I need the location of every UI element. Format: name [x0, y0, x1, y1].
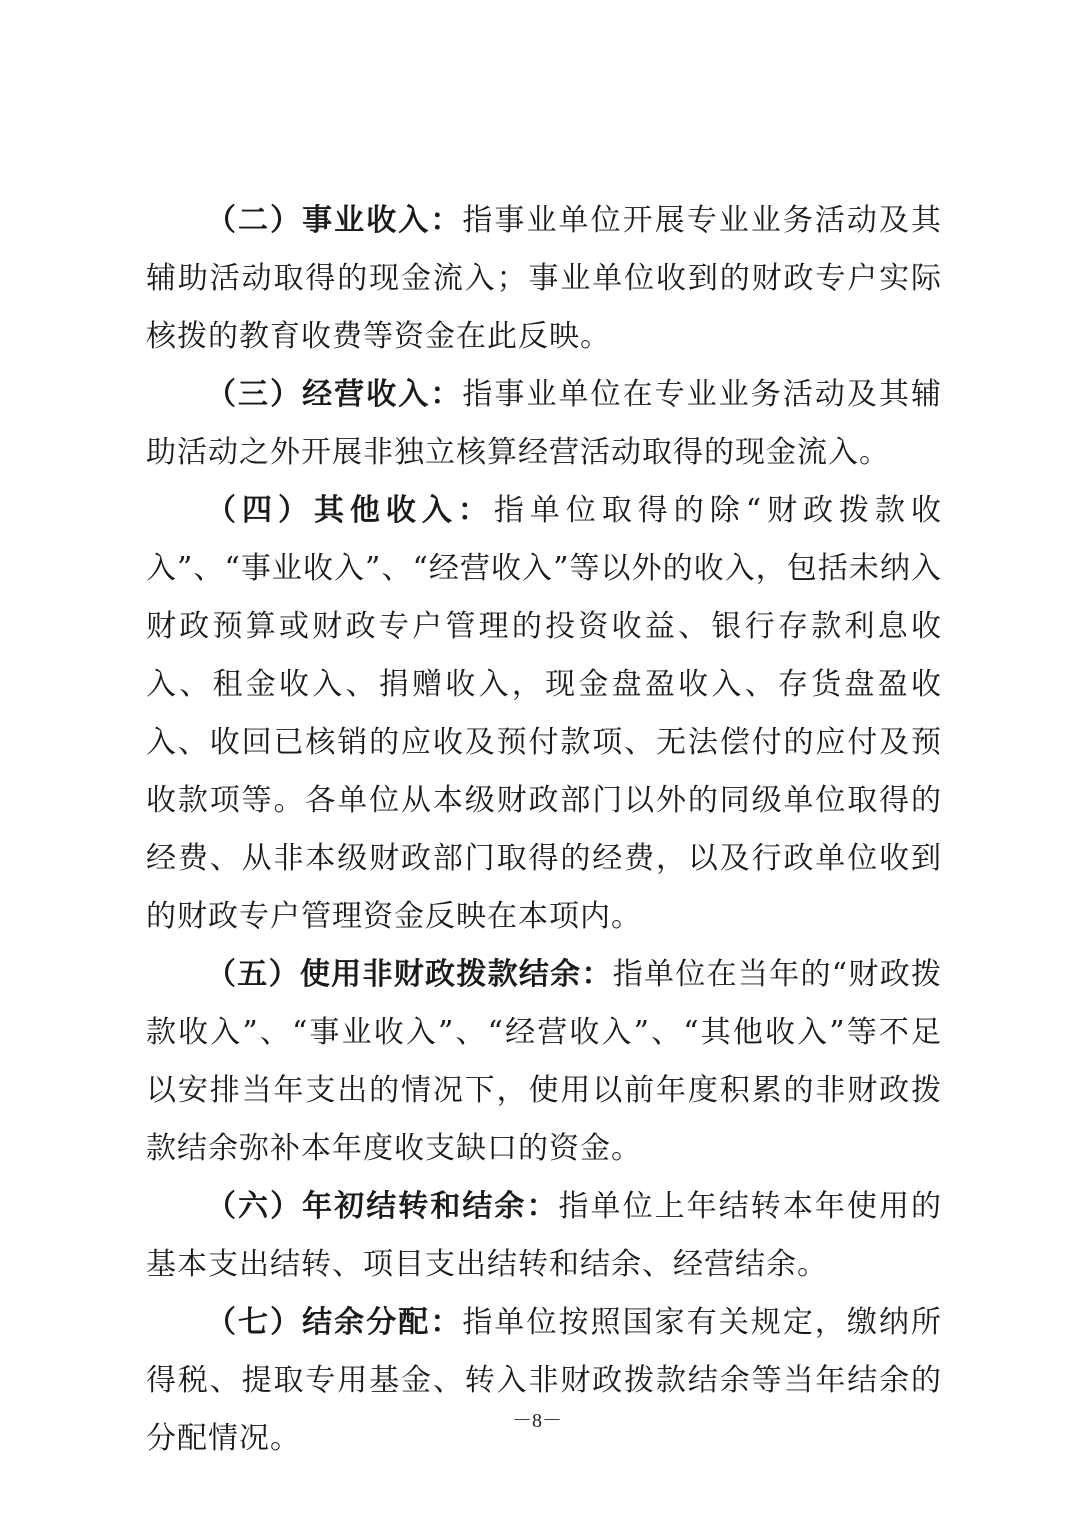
paragraph-other-income	[146, 482, 942, 946]
term-heading: （三）经营收入：	[206, 377, 463, 412]
term-heading: （五）使用非财政拨款结余：	[206, 957, 613, 992]
term-definition: 指单位取得的除“财政拨款收入”、“事业收入”、“经营收入”等以外的收入，包括未纳入财政预算或财政专户管理的投资收益、银行存款利息收入、租金收入、捐赠收入，现金盘盈收入、存货盘盈收入、收回已核销的应收及预付款项、无法偿付的应付及预收款项等。各单位从本级财政部门以外的同级单位取得的经费、从非本级财政部门取得的经费，以及行政单位收到的财政专户管理资金反映在本项内。	[146, 493, 943, 934]
term-definition: 指单位在当年的“财政拨款收入”、“事业收入”、“经营收入”、“其他收入”等不足以安排当年支出的情况下，使用以前年度积累的非财政拨款结余弥补本年度收支缺口的资金。	[146, 957, 942, 1166]
paragraph-surplus-distribution	[146, 1294, 942, 1468]
term-definition: 指事业单位在专业业务活动及其辅助活动之外开展非独立核算经营活动取得的现金流入。	[146, 377, 943, 470]
term-definition: 指单位上年结转本年使用的基本支出结转、项目支出结转和结余、经营结余。	[146, 1189, 942, 1282]
term-heading: （四）其他收入：	[206, 493, 494, 528]
paragraph-opening-carryover	[146, 1178, 942, 1294]
term-heading: （七）结余分配：	[206, 1305, 463, 1340]
page-number: －8－	[512, 1410, 562, 1432]
document-body	[146, 192, 942, 1468]
paragraph-operating-income	[146, 366, 942, 482]
term-heading: （六）年初结转和结余：	[206, 1189, 559, 1224]
term-definition: 指事业单位开展专业业务活动及其辅助活动取得的现金流入；事业单位收到的财政专户实际核拨的教育收费等资金在此反映。	[146, 203, 943, 354]
term-heading: （二）事业收入：	[206, 203, 463, 238]
paragraph-business-income	[146, 192, 942, 366]
paragraph-non-fiscal-surplus-use	[146, 946, 942, 1178]
term-definition: 指单位按照国家有关规定，缴纳所得税、提取专用基金、转入非财政拨款结余等当年结余的分配情况。	[146, 1305, 943, 1456]
